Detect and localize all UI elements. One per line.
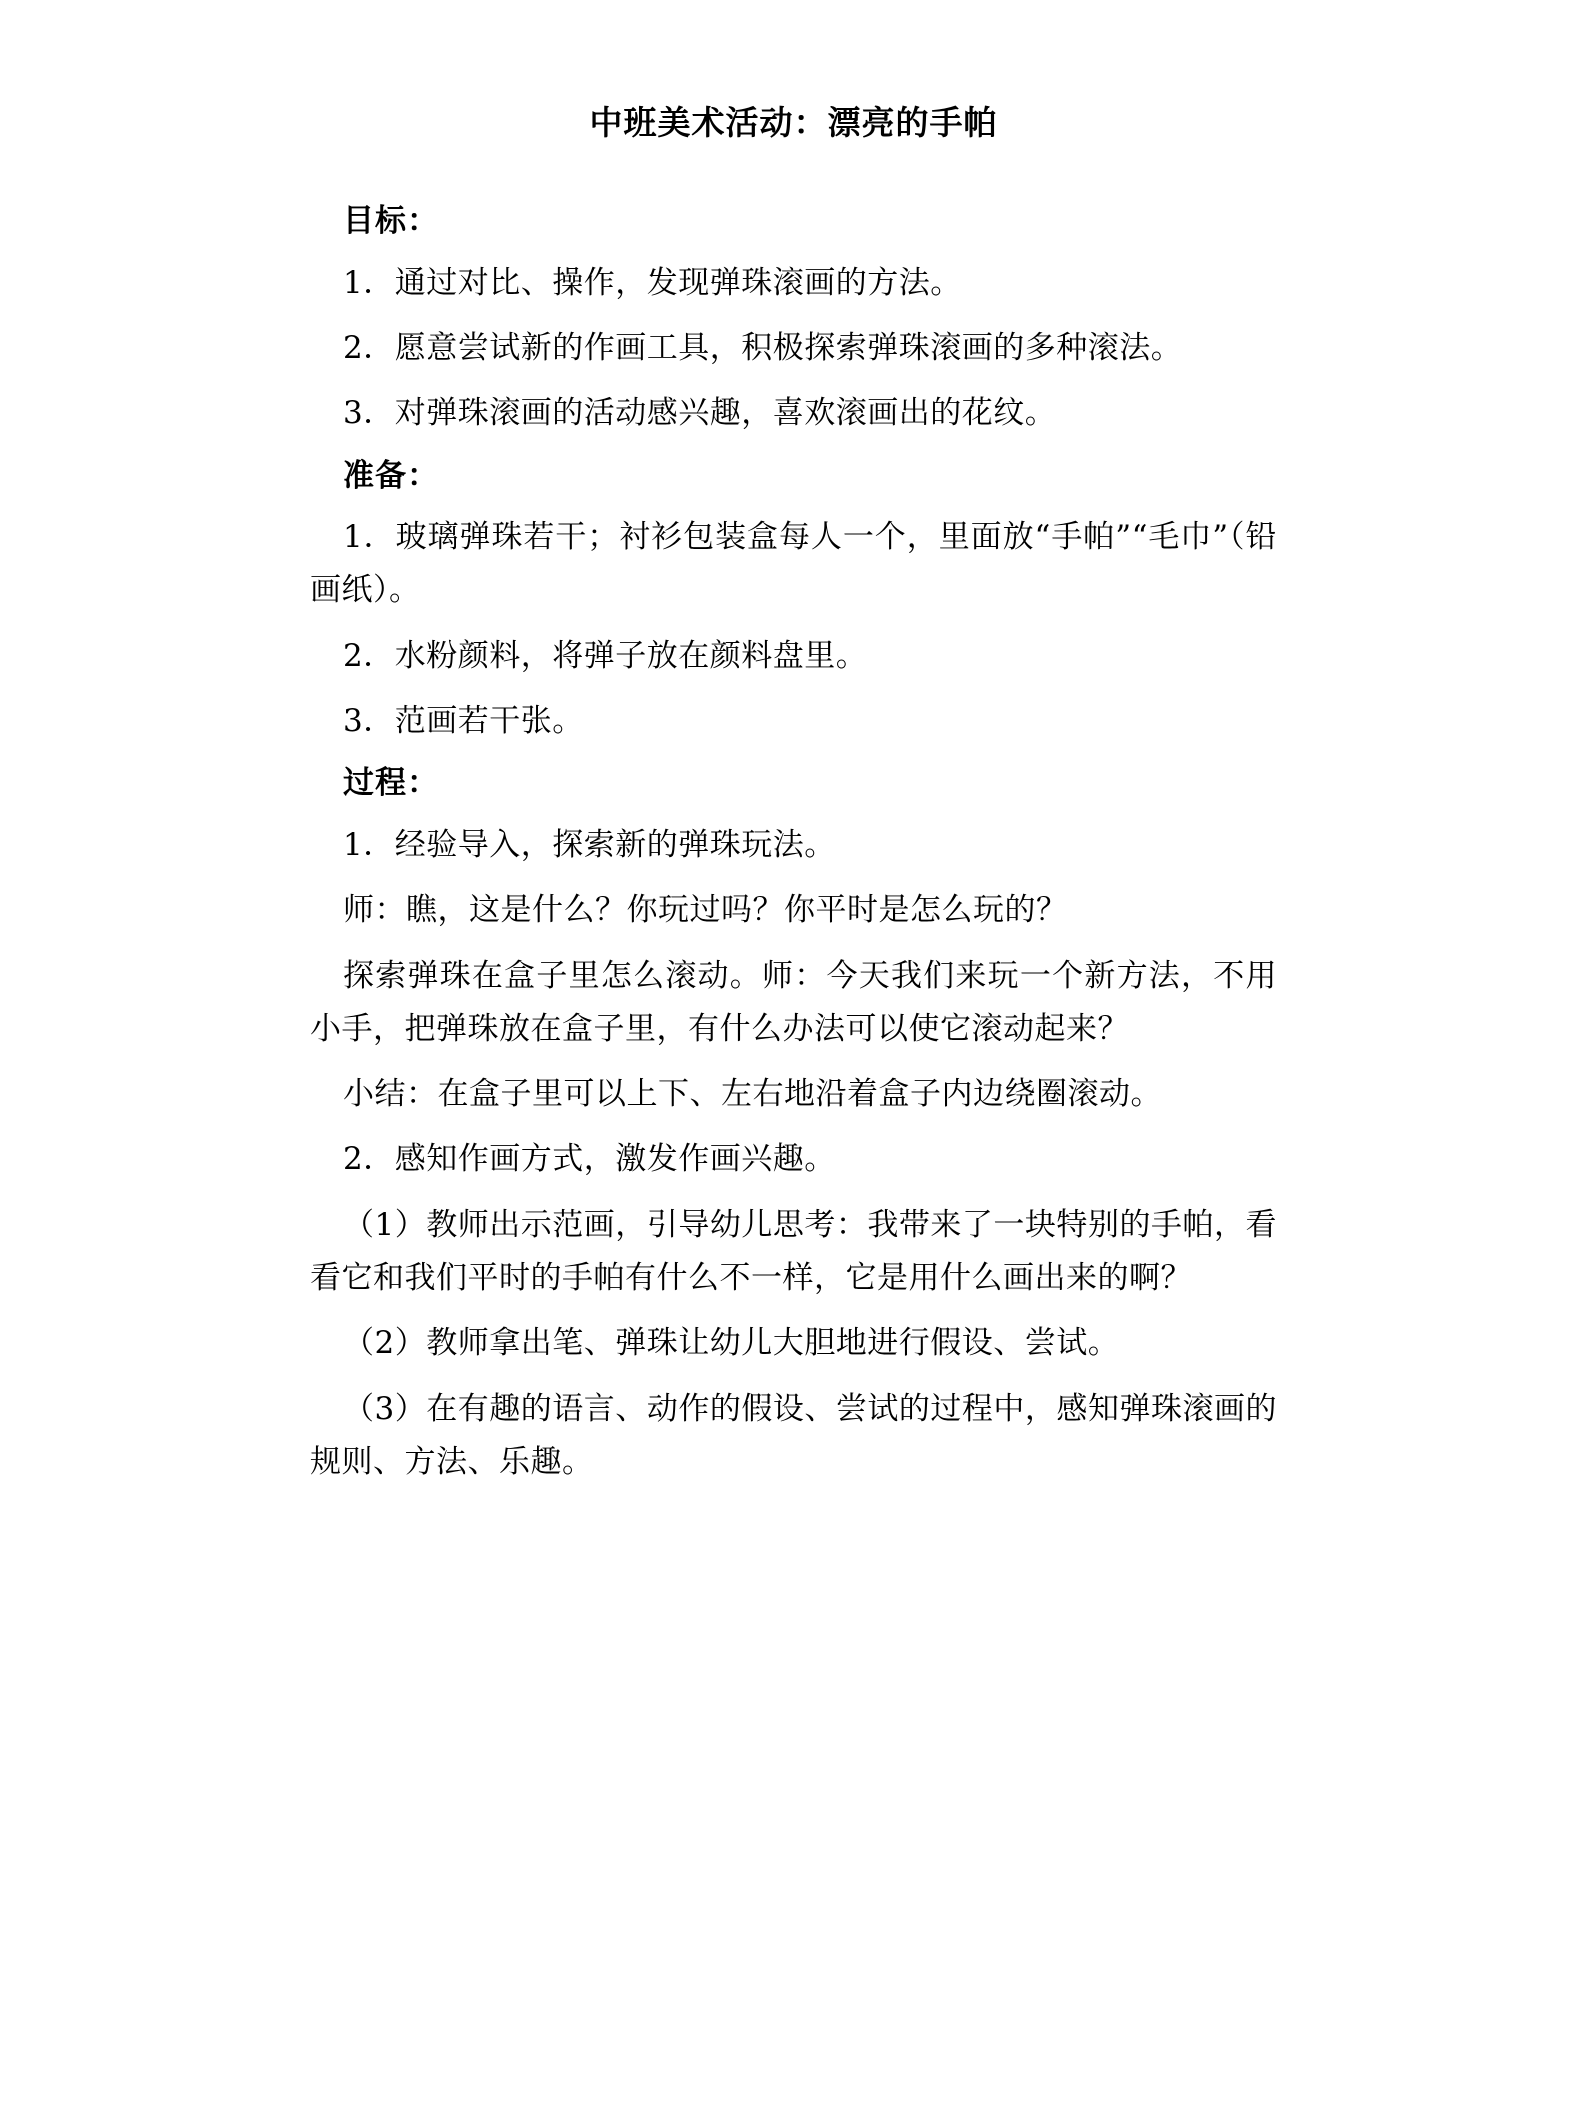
process-sub-item-1: （1）教师出示范画，引导幼儿思考：我带来了一块特别的手帕，看看它和我们平时的手帕有什么不一样，它是用什么画出来的啊？ [310,1206,1277,1297]
section-heading-objectives: 目标： [343,203,439,240]
section-process [310,760,1277,1489]
preparation-item-1: 1．玻璃弹珠若干；衬衫包装盒每人一个，里面放“手帕”“毛巾”（铅画纸）。 [310,519,1277,609]
process-exploration-paragraph: 探索弹珠在盒子里怎么滚动。师：今天我们来玩一个新方法，不用小手，把弹珠放在盒子里，有什么办法可以使它滚动起来？ [310,957,1277,1047]
preparation-item-2: 2．水粉颜料，将弹子放在颜料盘里。 [343,637,868,674]
process-teacher-question: 师：瞧，这是什么？你玩过吗？你平时是怎么玩的？ [343,892,1068,929]
preparation-item-3: 3．范画若干张。 [343,703,584,740]
objective-item-3: 3．对弹珠滚画的活动感兴趣，喜欢滚画出的花纹。 [343,395,1057,432]
process-sub-item-2: （2）教师拿出笔、弹珠让幼儿大胆地进行假设、尝试。 [343,1325,1120,1362]
section-objectives [310,198,1277,440]
section-heading-preparation: 准备： [343,457,439,494]
section-preparation [310,453,1277,749]
section-heading-process: 过程： [343,765,439,802]
objective-item-2: 2．愿意尝试新的作画工具，积极探索弹珠滚画的多种滚法。 [343,330,1183,366]
objective-item-1: 1．通过对比、操作，发现弹珠滚画的方法。 [343,264,962,301]
process-item-1: 1．经验导入，探索新的弹珠玩法。 [343,826,836,863]
page-title: 中班美术活动：漂亮的手帕 [589,103,998,142]
process-item-2: 2．感知作画方式，激发作画兴趣。 [343,1141,836,1178]
process-sub-item-3: （3）在有趣的语言、动作的假设、尝试的过程中，感知弹珠滚画的规则、方法、乐趣。 [310,1390,1277,1480]
process-summary: 小结：在盒子里可以上下、左右地沿着盒子内边绕圈滚动。 [343,1076,1162,1113]
